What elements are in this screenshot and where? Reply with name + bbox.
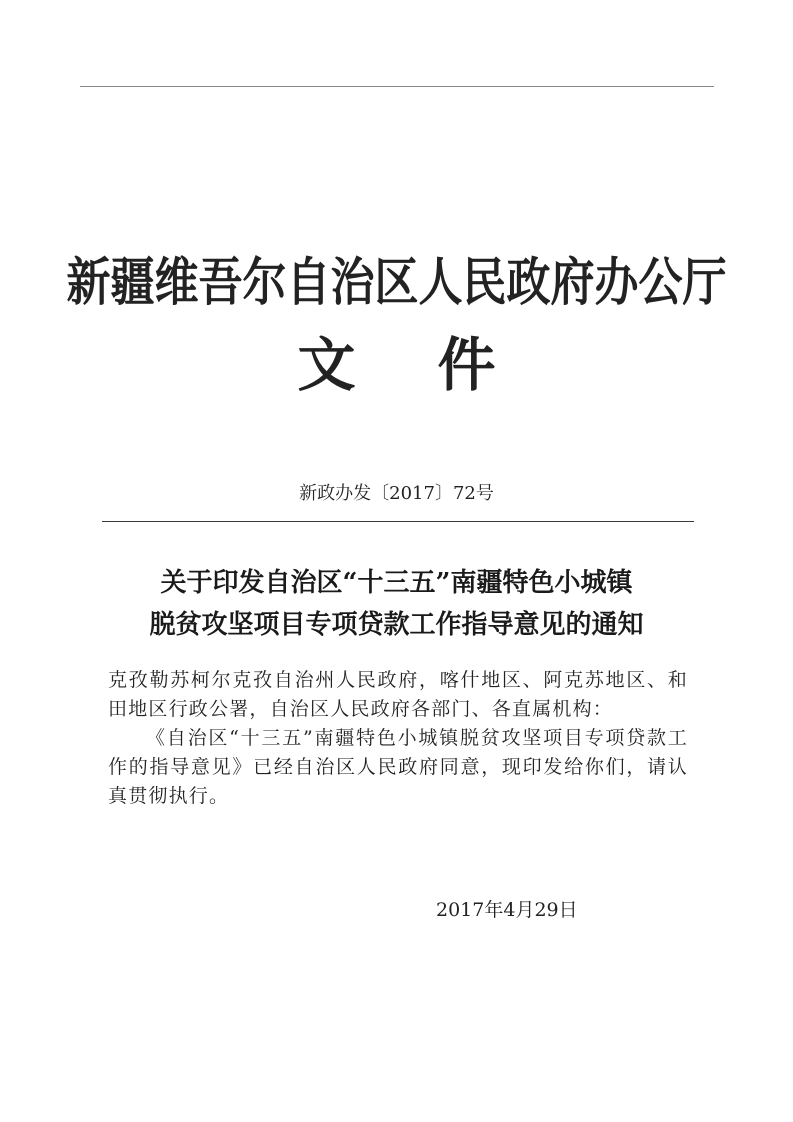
document-type-heading: 文件 <box>297 331 578 399</box>
recipients-paragraph: 克孜勒苏柯尔克孜自治州人民政府，喀什地区、阿克苏地区、和田地区行政公署，自治区人民政府各部门、各直属机构： <box>108 669 688 720</box>
body-paragraph: 《自治区“十三五”南疆特色小城镇脱贫攻坚项目专项贷款工作的指导意见》已经自治区人民政府同意，现印发给你们，请认真贯彻执行。 <box>108 727 688 807</box>
notice-title-line-2: 脱贫攻坚项目专项贷款工作指导意见的通知 <box>149 610 644 640</box>
issue-date: 2017年4月29日 <box>436 899 578 921</box>
issuer-title: 新疆维吾尔自治区人民政府办公厅 <box>66 252 727 313</box>
red-head-separator-rule <box>102 521 694 522</box>
notice-body <box>108 666 688 811</box>
document-number: 新政办发〔2017〕72号 <box>299 483 494 504</box>
notice-title <box>0 562 793 646</box>
notice-title-line-1: 关于印发自治区“十三五”南疆特色小城镇 <box>160 568 633 598</box>
header-top-rule <box>80 86 714 87</box>
